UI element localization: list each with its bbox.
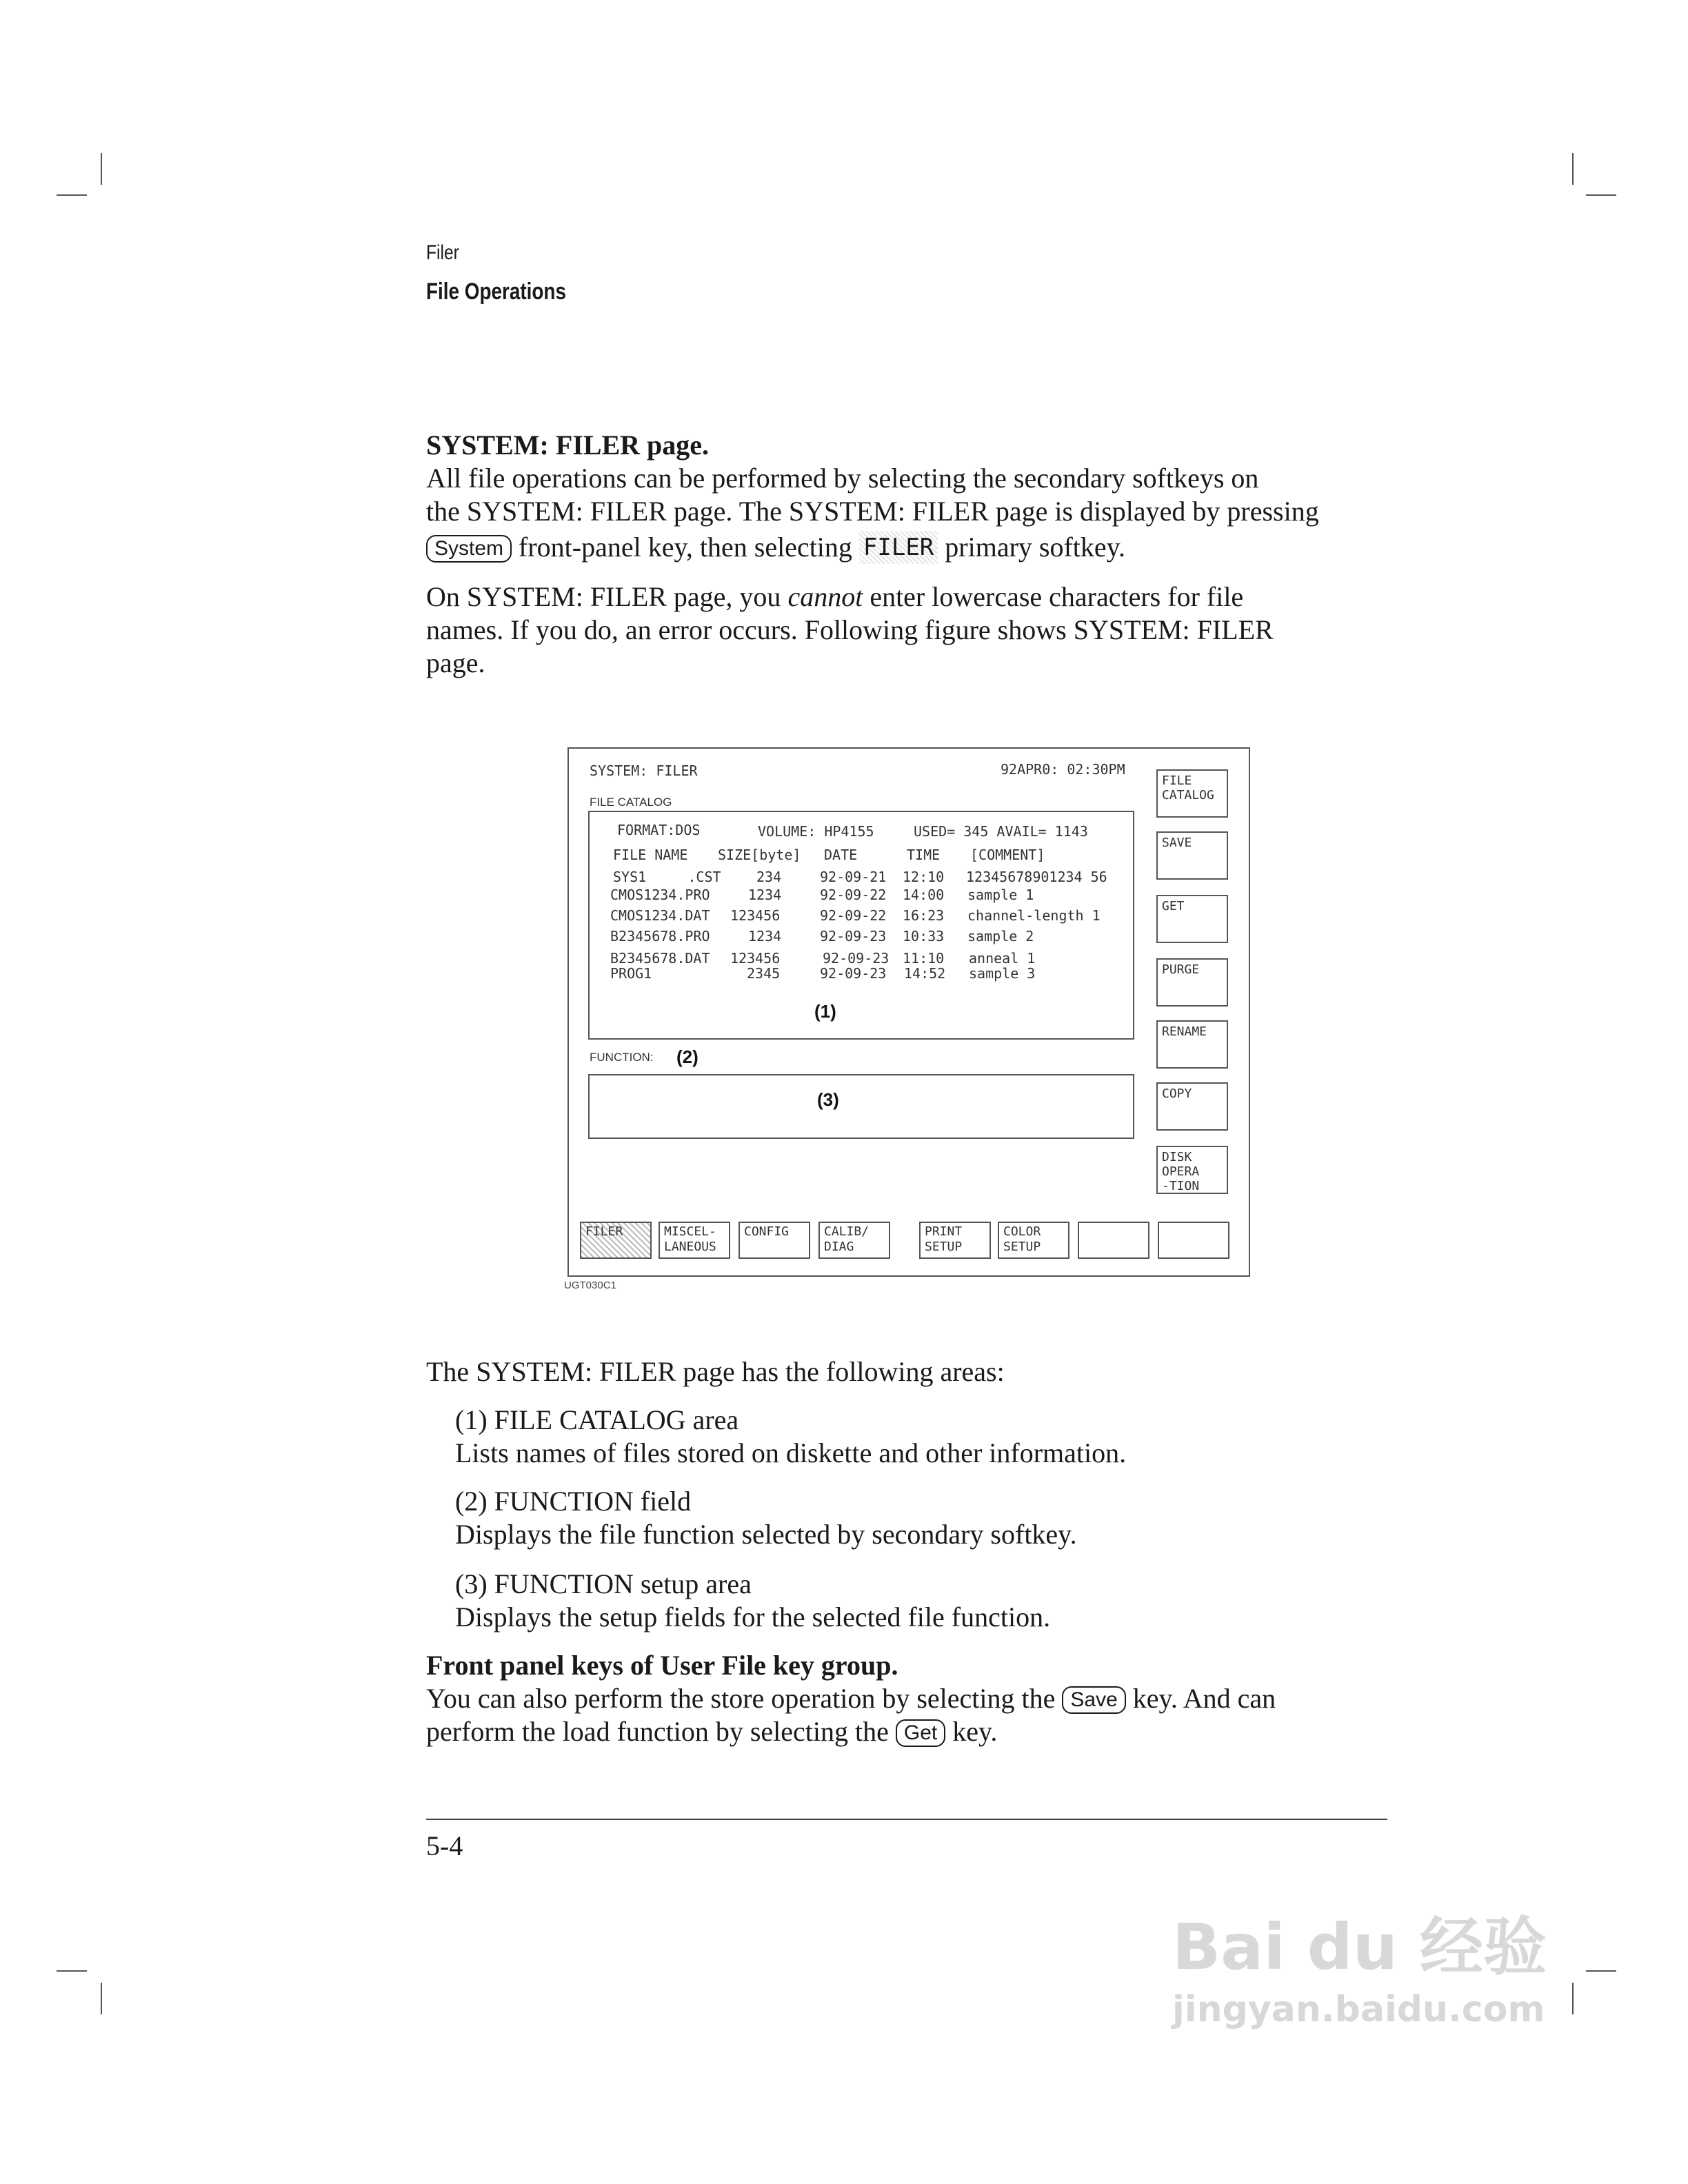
page-title: File Operations — [426, 279, 566, 305]
softkey-print-setup[interactable]: PRINT SETUP — [919, 1222, 991, 1259]
section-label: Filer — [426, 241, 459, 264]
file-catalog-label: FILE CATALOG — [590, 796, 672, 809]
area-title: (1) FILE CATALOG area — [455, 1404, 739, 1435]
file-size: 234 — [756, 869, 782, 885]
text-fragment: primary softkey. — [938, 532, 1126, 563]
text-fragment: You can also perform the store operation by selecting the — [426, 1683, 1063, 1714]
file-size: 1234 — [748, 887, 782, 903]
file-comment: channel-length 1 — [967, 907, 1101, 924]
text-line — [426, 531, 1391, 564]
file-name: CMOS1234.PRO — [610, 887, 710, 903]
softkey-save[interactable]: SAVE — [1156, 831, 1228, 880]
filer-screen-figure — [567, 747, 1250, 1277]
area-title: (3) FUNCTION setup area — [455, 1568, 752, 1599]
areas-intro: The SYSTEM: FILER page has the following areas: — [426, 1356, 1005, 1387]
file-name: SYS1 .CST — [613, 869, 721, 885]
softkey-calib-diag[interactable]: CALIB/ DIAG — [818, 1222, 890, 1259]
marker-catalog: (1) — [814, 1001, 836, 1022]
softkey-rename[interactable]: RENAME — [1156, 1020, 1228, 1069]
file-size: 123456 — [730, 907, 781, 924]
intro-heading: SYSTEM: FILER page. — [426, 429, 710, 461]
softkey-get[interactable]: GET — [1156, 895, 1228, 943]
file-catalog-area — [588, 811, 1134, 1040]
emphasis-text: cannot — [787, 581, 863, 612]
text-fragment: front-panel key, then selecting — [512, 532, 859, 563]
screen-title: SYSTEM: FILER — [590, 762, 698, 779]
area-item — [455, 1568, 1393, 1634]
column-header: FILE NAME — [613, 847, 688, 863]
softkey-blank[interactable] — [1158, 1222, 1229, 1259]
crop-mark — [1572, 153, 1574, 185]
marker-function: (2) — [676, 1046, 699, 1067]
softkey-color-setup[interactable]: COLOR SETUP — [998, 1222, 1069, 1259]
softkey-miscellaneous[interactable]: MISCEL- LANEOUS — [659, 1222, 730, 1259]
marker-setup: (3) — [817, 1089, 839, 1110]
file-name: PROG1 — [610, 965, 652, 982]
column-header: [COMMENT] — [970, 847, 1045, 863]
text-line: names. If you do, an error occurs. Following figure shows SYSTEM: FILER — [426, 614, 1274, 645]
figure-id: UGT030C1 — [564, 1280, 616, 1291]
area-item — [455, 1404, 1393, 1470]
text-fragment: perform the load function by selecting the — [426, 1716, 896, 1747]
text-fragment: enter lowercase characters for file — [863, 581, 1244, 612]
watermark-url: jingyan.baidu.com — [1172, 1989, 1545, 2030]
volume-info: VOLUME: HP4155 — [758, 823, 874, 840]
area-desc: Displays the file function selected by secondary softkey. — [455, 1519, 1077, 1550]
area-title: (2) FUNCTION field — [455, 1486, 692, 1517]
column-header: TIME — [907, 847, 941, 863]
crop-mark — [101, 153, 102, 185]
text-line: the SYSTEM: FILER page. The SYSTEM: FILER page is displayed by pressing — [426, 496, 1319, 527]
file-comment: sample 1 — [967, 887, 1034, 903]
baidu-watermark — [1172, 1910, 1547, 2034]
get-key: Get — [896, 1719, 945, 1747]
file-time: 12:10 — [903, 869, 945, 885]
usage-info: USED= 345 AVAIL= 1143 — [914, 823, 1088, 840]
file-size: 123456 — [730, 950, 781, 967]
text-line: All file operations can be performed by selecting the secondary softkeys on — [426, 463, 1259, 494]
text-line — [426, 1682, 1391, 1715]
filer-softkey-ref: FILER — [859, 531, 938, 564]
page-number: 5-4 — [426, 1830, 463, 1861]
file-comment: anneal 1 — [969, 950, 1036, 967]
area-item — [455, 1485, 1393, 1551]
front-panel-heading: Front panel keys of User File key group. — [426, 1650, 898, 1681]
format-info: FORMAT:DOS — [617, 822, 701, 838]
crop-mark — [1586, 1970, 1616, 1972]
softkey-file-catalog[interactable]: FILE CATALOG — [1156, 769, 1228, 818]
softkey-disk-operation[interactable]: DISK OPERA -TION — [1156, 1146, 1228, 1194]
file-comment: 12345678901234 56 — [966, 869, 1107, 885]
file-name: B2345678.PRO — [610, 928, 710, 944]
screen-datetime: 92APR0: 02:30PM — [1001, 761, 1125, 778]
area-desc: Displays the setup fields for the selected file function. — [455, 1601, 1051, 1632]
file-date: 92-09-21 — [820, 869, 887, 885]
softkey-config[interactable]: CONFIG — [738, 1222, 810, 1259]
text-fragment: On SYSTEM: FILER page, you — [426, 581, 788, 612]
file-time: 11:10 — [903, 950, 945, 967]
file-comment: sample 3 — [969, 965, 1036, 982]
lowercase-note — [426, 580, 1391, 680]
intro-paragraph — [426, 429, 1391, 564]
text-line — [426, 580, 1391, 614]
file-date: 92-09-22 — [820, 907, 887, 924]
file-time: 16:23 — [903, 907, 945, 924]
file-date: 92-09-23 — [820, 928, 887, 944]
text-line: page. — [426, 647, 485, 678]
softkey-blank[interactable] — [1078, 1222, 1149, 1259]
file-time: 14:00 — [903, 887, 945, 903]
crop-mark — [101, 1983, 102, 2014]
watermark-brand: Bai du 经验 — [1172, 1910, 1547, 1984]
footer-rule — [426, 1819, 1387, 1820]
crop-mark — [57, 1970, 87, 1972]
softkey-copy[interactable]: COPY — [1156, 1082, 1228, 1131]
crop-mark — [1586, 194, 1616, 196]
area-desc: Lists names of files stored on diskette and other information. — [455, 1437, 1127, 1468]
file-date: 92-09-23 — [820, 965, 887, 982]
file-name: B2345678.DAT — [610, 950, 710, 967]
text-fragment: key. And can — [1125, 1683, 1276, 1714]
save-key: Save — [1062, 1686, 1125, 1714]
crop-mark — [1572, 1983, 1574, 2014]
file-name: CMOS1234.DAT — [610, 907, 710, 924]
text-fragment: key. — [945, 1716, 998, 1747]
softkey-purge[interactable]: PURGE — [1156, 958, 1228, 1007]
function-setup-area — [588, 1074, 1134, 1139]
file-time: 10:33 — [903, 928, 945, 944]
file-date: 92-09-23 — [823, 950, 890, 967]
column-header: SIZE[byte] — [718, 847, 801, 863]
crop-mark — [57, 194, 87, 196]
softkey-filer[interactable]: FILER — [580, 1222, 652, 1259]
file-comment: sample 2 — [967, 928, 1034, 944]
function-label: FUNCTION: — [590, 1051, 654, 1064]
system-key: System — [426, 535, 512, 563]
file-size: 2345 — [747, 965, 781, 982]
text-line — [426, 1715, 1391, 1748]
front-panel-section — [426, 1649, 1391, 1748]
column-header: DATE — [824, 847, 858, 863]
file-date: 92-09-22 — [820, 887, 887, 903]
file-size: 1234 — [748, 928, 782, 944]
file-time: 14:52 — [904, 965, 946, 982]
